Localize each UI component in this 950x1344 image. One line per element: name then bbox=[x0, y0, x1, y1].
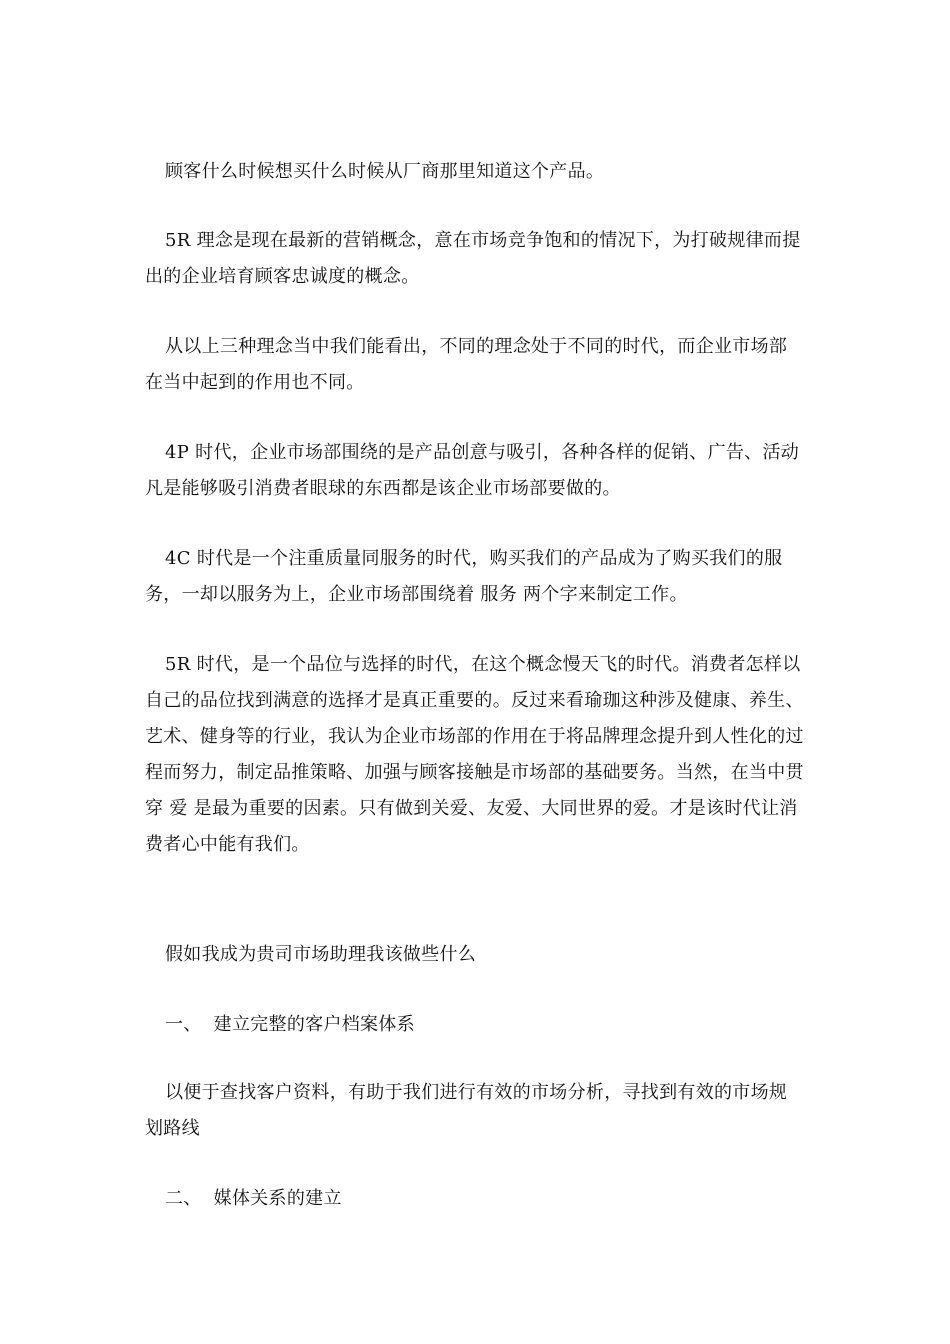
paragraph-customer-archive: 以便于查找客户资料，有助于我们进行有效的市场分析，寻找到有效的市场规划路线 bbox=[145, 1082, 788, 1139]
paragraph-three-concepts: 从以上三种理念当中我们能看出，不同的理念处于不同的时代，而企业市场部在当中起到的作用也不同。 bbox=[145, 336, 788, 393]
paragraph-customer-timing: 顾客什么时候想买什么时候从厂商那里知道这个产品。 bbox=[165, 161, 605, 182]
heading-customer-archive: 一、 建立完整的客户档案体系 bbox=[165, 1014, 415, 1035]
heading-media-relations: 二、 媒体关系的建立 bbox=[165, 1188, 342, 1209]
paragraph-4c-era: 4C 时代是一个注重质量同服务的时代，购买我们的产品成为了购买我们的服务，一却以服务为上，企业市场部围绕着 服务 两个字来制定工作。 bbox=[145, 548, 783, 605]
paragraph-4p-era: 4P 时代，企业市场部围绕的是产品创意与吸引，各种各样的促销、广告、活动凡是能够吸引消费者眼球的东西都是该企业市场部要做的。 bbox=[145, 442, 800, 499]
paragraph-5r-era: 5R 时代，是一个品位与选择的时代，在这个概念慢天飞的时代。消费者怎样以自己的品位找到满意的选择才是真正重要的。反过来看瑜珈这种涉及健康、养生、艺术、健身等的行业，我认为企业市场部的作用在于将品牌理念提升到人性化的过程而努力，制定品推策略、加强与顾客接触是市场部的基础要务。当然，在当中贯穿 爱 是最为重要的因素。只有做到关爱、友爱、大同世界的爱。才是该时代让消费者心中能有我们。 bbox=[145, 654, 804, 855]
paragraph-5r-concept: 5R 理念是现在最新的营销概念，意在市场竞争饱和的情况下，为打破规律而提出的企业培育顾客忠诚度的概念。 bbox=[145, 230, 801, 287]
section-title: 假如我成为贵司市场助理我该做些什么 bbox=[165, 944, 477, 965]
